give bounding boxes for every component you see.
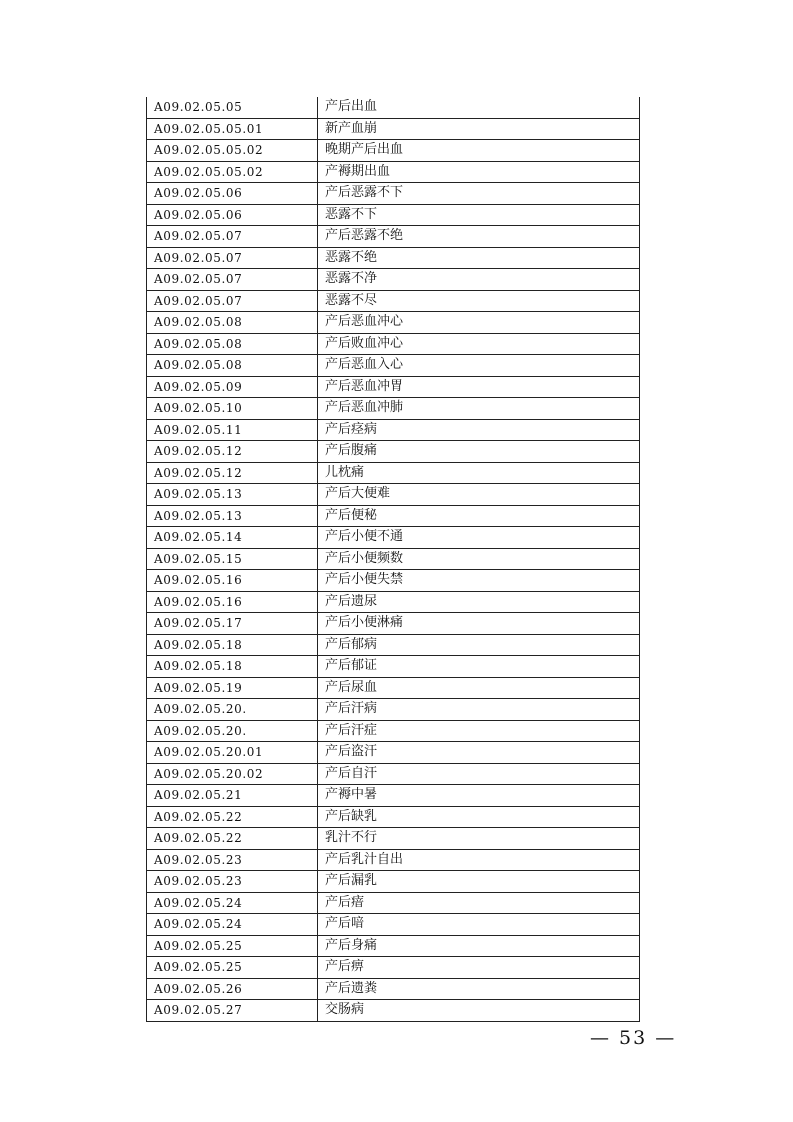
code-cell: A09.02.05.16 bbox=[147, 591, 318, 613]
table-row bbox=[147, 290, 640, 312]
term-cell: 产后遗粪 bbox=[318, 978, 640, 1000]
table-row bbox=[147, 419, 640, 441]
term-cell: 产后自汗 bbox=[318, 763, 640, 785]
term-cell: 儿枕痛 bbox=[318, 462, 640, 484]
code-cell: A09.02.05.18 bbox=[147, 656, 318, 678]
code-cell: A09.02.05.07 bbox=[147, 247, 318, 269]
table-row bbox=[147, 247, 640, 269]
code-cell: A09.02.05.08 bbox=[147, 355, 318, 377]
term-cell: 晚期产后出血 bbox=[318, 140, 640, 162]
code-cell: A09.02.05.15 bbox=[147, 548, 318, 570]
code-cell: A09.02.05.25 bbox=[147, 957, 318, 979]
code-cell: A09.02.05.24 bbox=[147, 892, 318, 914]
term-cell: 产后郁证 bbox=[318, 656, 640, 678]
table-row bbox=[147, 742, 640, 764]
table-row bbox=[147, 97, 640, 118]
term-cell: 产后大便难 bbox=[318, 484, 640, 506]
code-cell: A09.02.05.05 bbox=[147, 97, 318, 118]
table-row bbox=[147, 183, 640, 205]
table-row bbox=[147, 914, 640, 936]
table-row bbox=[147, 785, 640, 807]
term-cell: 产后恶血冲心 bbox=[318, 312, 640, 334]
table-row bbox=[147, 484, 640, 506]
table-row bbox=[147, 828, 640, 850]
term-cell: 产后喑 bbox=[318, 914, 640, 936]
table-row bbox=[147, 871, 640, 893]
term-cell: 新产血崩 bbox=[318, 118, 640, 140]
term-cell: 产褥期出血 bbox=[318, 161, 640, 183]
code-cell: A09.02.05.08 bbox=[147, 312, 318, 334]
code-cell: A09.02.05.25 bbox=[147, 935, 318, 957]
code-cell: A09.02.05.05.01 bbox=[147, 118, 318, 140]
term-cell: 产后小便淋痛 bbox=[318, 613, 640, 635]
table-row bbox=[147, 118, 640, 140]
code-cell: A09.02.05.23 bbox=[147, 871, 318, 893]
code-cell: A09.02.05.10 bbox=[147, 398, 318, 420]
table-row bbox=[147, 656, 640, 678]
term-cell: 产褥中暑 bbox=[318, 785, 640, 807]
code-cell: A09.02.05.06 bbox=[147, 183, 318, 205]
code-cell: A09.02.05.22 bbox=[147, 828, 318, 850]
code-cell: A09.02.05.11 bbox=[147, 419, 318, 441]
table-row bbox=[147, 462, 640, 484]
term-cell: 产后腹痛 bbox=[318, 441, 640, 463]
term-cell: 产后漏乳 bbox=[318, 871, 640, 893]
code-cell: A09.02.05.18 bbox=[147, 634, 318, 656]
code-cell: A09.02.05.13 bbox=[147, 484, 318, 506]
code-cell: A09.02.05.05.02 bbox=[147, 161, 318, 183]
term-cell: 产后盗汗 bbox=[318, 742, 640, 764]
term-cell: 产后汗症 bbox=[318, 720, 640, 742]
code-cell: A09.02.05.20. bbox=[147, 699, 318, 721]
code-cell: A09.02.05.07 bbox=[147, 269, 318, 291]
table-row bbox=[147, 849, 640, 871]
table-row bbox=[147, 957, 640, 979]
term-cell: 产后痹 bbox=[318, 957, 640, 979]
code-cell: A09.02.05.06 bbox=[147, 204, 318, 226]
page-number: — 53 — bbox=[590, 1027, 677, 1049]
terminology-table bbox=[146, 97, 640, 1022]
term-cell: 产后小便不通 bbox=[318, 527, 640, 549]
table-row bbox=[147, 935, 640, 957]
term-cell: 产后败血冲心 bbox=[318, 333, 640, 355]
term-cell: 产后遗尿 bbox=[318, 591, 640, 613]
code-cell: A09.02.05.13 bbox=[147, 505, 318, 527]
table-row bbox=[147, 161, 640, 183]
table-row bbox=[147, 978, 640, 1000]
term-cell: 产后缺乳 bbox=[318, 806, 640, 828]
term-cell: 产后乳汁自出 bbox=[318, 849, 640, 871]
code-cell: A09.02.05.12 bbox=[147, 441, 318, 463]
table-row bbox=[147, 355, 640, 377]
code-cell: A09.02.05.05.02 bbox=[147, 140, 318, 162]
table-row bbox=[147, 720, 640, 742]
table-row bbox=[147, 376, 640, 398]
table-row bbox=[147, 398, 640, 420]
term-cell: 恶露不净 bbox=[318, 269, 640, 291]
table-row bbox=[147, 333, 640, 355]
term-cell: 产后恶血入心 bbox=[318, 355, 640, 377]
table-row bbox=[147, 269, 640, 291]
code-cell: A09.02.05.21 bbox=[147, 785, 318, 807]
term-cell: 产后身痛 bbox=[318, 935, 640, 957]
term-cell: 产后恶露不下 bbox=[318, 183, 640, 205]
code-cell: A09.02.05.20.02 bbox=[147, 763, 318, 785]
code-cell: A09.02.05.23 bbox=[147, 849, 318, 871]
table-row bbox=[147, 591, 640, 613]
code-cell: A09.02.05.07 bbox=[147, 226, 318, 248]
table-row bbox=[147, 548, 640, 570]
code-cell: A09.02.05.16 bbox=[147, 570, 318, 592]
term-cell: 交肠病 bbox=[318, 1000, 640, 1022]
term-cell: 产后恶血冲胃 bbox=[318, 376, 640, 398]
table-row bbox=[147, 441, 640, 463]
table-row bbox=[147, 204, 640, 226]
term-cell: 恶露不下 bbox=[318, 204, 640, 226]
table-row bbox=[147, 699, 640, 721]
table-row bbox=[147, 806, 640, 828]
code-cell: A09.02.05.14 bbox=[147, 527, 318, 549]
term-cell: 乳汁不行 bbox=[318, 828, 640, 850]
code-cell: A09.02.05.24 bbox=[147, 914, 318, 936]
term-cell: 恶露不绝 bbox=[318, 247, 640, 269]
term-cell: 产后痉病 bbox=[318, 419, 640, 441]
code-cell: A09.02.05.20.01 bbox=[147, 742, 318, 764]
term-cell: 产后恶血冲肺 bbox=[318, 398, 640, 420]
table-row bbox=[147, 570, 640, 592]
term-cell: 产后便秘 bbox=[318, 505, 640, 527]
code-cell: A09.02.05.08 bbox=[147, 333, 318, 355]
table-row bbox=[147, 613, 640, 635]
term-cell: 产后小便失禁 bbox=[318, 570, 640, 592]
term-cell: 产后尿血 bbox=[318, 677, 640, 699]
term-cell: 产后小便频数 bbox=[318, 548, 640, 570]
code-cell: A09.02.05.20. bbox=[147, 720, 318, 742]
table-row bbox=[147, 763, 640, 785]
table-row bbox=[147, 677, 640, 699]
code-cell: A09.02.05.22 bbox=[147, 806, 318, 828]
term-cell: 产后郁病 bbox=[318, 634, 640, 656]
table-row bbox=[147, 634, 640, 656]
term-cell: 产后恶露不绝 bbox=[318, 226, 640, 248]
code-cell: A09.02.05.19 bbox=[147, 677, 318, 699]
code-cell: A09.02.05.17 bbox=[147, 613, 318, 635]
table-row bbox=[147, 140, 640, 162]
table-row bbox=[147, 892, 640, 914]
term-cell: 产后出血 bbox=[318, 97, 640, 118]
table-row bbox=[147, 312, 640, 334]
term-cell: 产后瘖 bbox=[318, 892, 640, 914]
code-cell: A09.02.05.12 bbox=[147, 462, 318, 484]
code-cell: A09.02.05.09 bbox=[147, 376, 318, 398]
term-cell: 产后汗病 bbox=[318, 699, 640, 721]
table-row bbox=[147, 505, 640, 527]
table-row bbox=[147, 1000, 640, 1022]
term-cell: 恶露不尽 bbox=[318, 290, 640, 312]
code-cell: A09.02.05.26 bbox=[147, 978, 318, 1000]
table-row bbox=[147, 527, 640, 549]
code-cell: A09.02.05.27 bbox=[147, 1000, 318, 1022]
table-row bbox=[147, 226, 640, 248]
code-cell: A09.02.05.07 bbox=[147, 290, 318, 312]
table-body bbox=[147, 97, 640, 1021]
